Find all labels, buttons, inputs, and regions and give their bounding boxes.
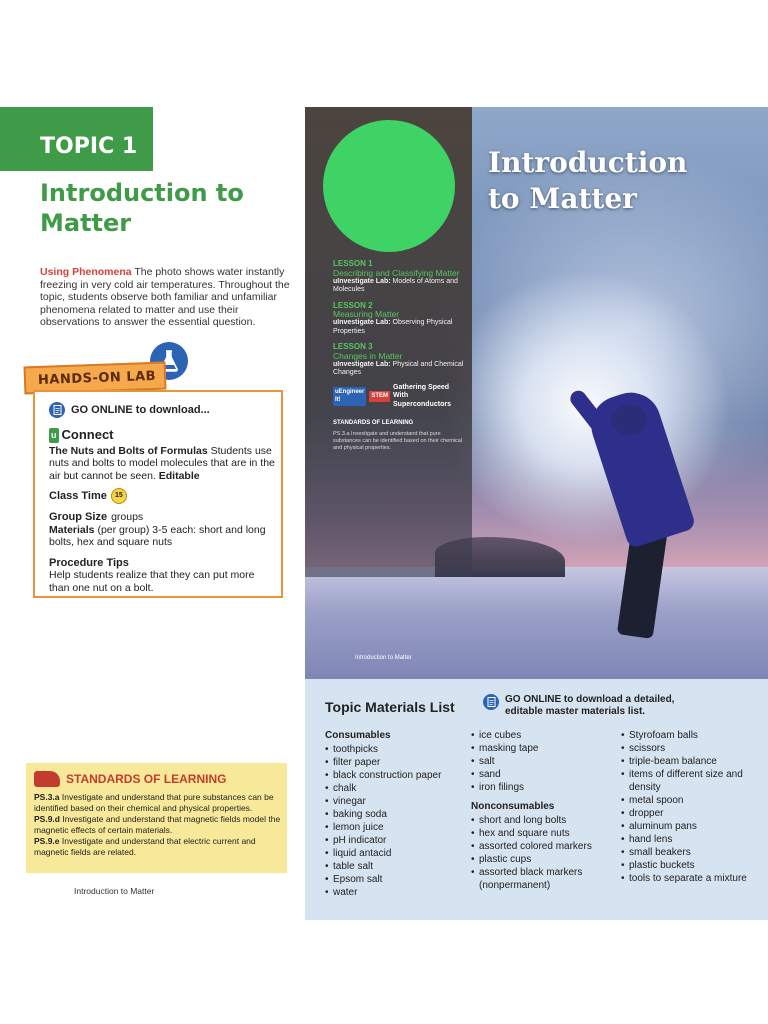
engineer-it-badge: uEngineer It! <box>333 387 366 406</box>
standard-code: PS.9.e <box>34 836 60 846</box>
class-time-row <box>49 488 277 504</box>
activity-description <box>49 445 277 483</box>
material-item: • chalk <box>325 782 470 795</box>
material-item: • hex and square nuts <box>471 827 616 840</box>
photo-standards-heading: STANDARDS OF LEARNING <box>333 420 414 426</box>
material-item: • short and long bolts <box>471 814 616 827</box>
lesson-lab <box>333 319 465 336</box>
intro-lead: Using Phenomena <box>40 266 132 278</box>
col2-list <box>471 729 616 794</box>
nonconsumables-label: Nonconsumables <box>471 801 555 812</box>
standard-code: PS.9.d <box>34 814 60 824</box>
editable-label: Editable <box>158 469 200 482</box>
hands-on-lab-box <box>33 390 283 598</box>
material-item: • salt <box>471 755 616 768</box>
material-item: • baking soda <box>325 808 470 821</box>
material-item: • plastic buckets <box>621 859 751 872</box>
material-item: • assorted black markers (nonpermanent) <box>471 866 616 892</box>
material-item: • liquid antacid <box>325 847 470 860</box>
uconnect-heading <box>49 428 277 443</box>
consumables-label: Consumables <box>325 730 391 741</box>
phenomenon-photo <box>305 107 768 679</box>
material-item: • iron filings <box>471 781 616 794</box>
go-online-link[interactable] <box>49 400 277 420</box>
material-item: • vinegar <box>325 795 470 808</box>
material-item: • water <box>325 886 470 899</box>
lesson-list <box>333 253 465 452</box>
nonconsumables-list <box>471 814 616 892</box>
hands-on-lab-tag: HANDS-ON LAB <box>24 362 167 395</box>
green-circle-graphic <box>323 120 455 252</box>
page-footer: Introduction to Matter <box>74 886 155 896</box>
lesson-number: LESSON 2 <box>333 300 373 310</box>
lesson-item <box>333 343 465 378</box>
col3-list <box>621 729 751 885</box>
engineer-it-row <box>333 384 465 410</box>
lesson-title: Describing and Classifying Matter <box>333 267 460 278</box>
class-time-label: Class Time <box>49 489 107 502</box>
standard-text: Investigate and understand that magnetic fields model the magnetic effects of certain materials. <box>34 814 281 835</box>
lesson-number: LESSON 3 <box>333 342 373 351</box>
lesson-lab <box>333 361 465 378</box>
materials-go-online-link[interactable] <box>483 694 674 718</box>
lesson-lab-text: Physical and Chemical Changes <box>333 360 464 376</box>
materials-online-line: GO ONLINE to download a detailed, <box>505 694 675 705</box>
photo-title <box>488 145 687 217</box>
material-item: • dropper <box>621 807 751 820</box>
material-item: • sand <box>471 768 616 781</box>
lesson-item <box>333 260 465 295</box>
standard-item <box>34 814 281 835</box>
material-item: • lemon juice <box>325 821 470 834</box>
stem-badge: STEM <box>369 391 390 402</box>
group-size-label: Group Size <box>49 511 108 523</box>
photo-title-line: to Matter <box>488 182 637 215</box>
lesson-lab <box>333 278 465 295</box>
activity-title: The Nuts and Bolts of Formulas <box>49 444 208 457</box>
lesson-number: LESSON 1 <box>333 259 373 268</box>
material-item: • filter paper <box>325 756 470 769</box>
intro-paragraph <box>40 266 290 329</box>
uconnect-badge: u <box>49 428 59 443</box>
standards-box <box>26 763 287 873</box>
standards-heading-text: STANDARDS OF LEARNING <box>66 772 227 786</box>
materials-value: (per group) 3-5 each: short and long bolts, hex and square nuts <box>49 523 266 548</box>
topic-banner <box>0 107 153 171</box>
material-item: • ice cubes <box>471 729 616 742</box>
material-item: • items of different size and density <box>621 768 751 794</box>
lesson-lab-label: uInvestigate Lab: <box>333 277 391 285</box>
download-icon <box>483 694 499 710</box>
go-online-label: GO ONLINE to download... <box>71 403 210 416</box>
engineer-it-text: Gathering Speed With Superconductors <box>393 383 451 408</box>
consumables-column <box>325 729 470 899</box>
standard-text: Investigate and understand that electric current and magnetic fields are related. <box>34 836 256 857</box>
materials-panel <box>305 679 768 920</box>
material-item: • assorted colored markers <box>471 840 616 853</box>
materials-row <box>49 524 277 549</box>
material-item: • scissors <box>621 742 751 755</box>
procedure-label: Procedure Tips <box>49 556 129 569</box>
class-time-badge: 15 <box>111 488 127 504</box>
standards-heading <box>34 771 281 787</box>
photo-title-line: Introduction <box>488 146 688 179</box>
group-size-value: groups <box>111 511 144 523</box>
material-item: • pH indicator <box>325 834 470 847</box>
material-item: • table salt <box>325 860 470 873</box>
material-item: • black construction paper <box>325 769 470 782</box>
lesson-lab-label: uInvestigate Lab: <box>333 360 391 368</box>
standard-code: PS.3.a <box>34 792 60 802</box>
frozen-lake <box>305 567 768 679</box>
lesson-title: Changes in Matter <box>333 350 403 361</box>
page-title: Introduction to Matter <box>40 179 244 237</box>
material-item: • small beakers <box>621 846 751 859</box>
photo-footer: Introduction to Matter <box>355 655 412 661</box>
material-item: • tools to separate a mixture <box>621 872 751 885</box>
materials-label: Materials <box>49 523 95 536</box>
col2-column <box>471 729 616 892</box>
topic-label: TOPIC 1 <box>40 134 138 159</box>
standard-item <box>34 836 281 857</box>
material-item: • metal spoon <box>621 794 751 807</box>
lesson-item <box>333 302 465 337</box>
material-item: • plastic cups <box>471 853 616 866</box>
material-item: • Epsom salt <box>325 873 470 886</box>
person-head <box>611 405 647 435</box>
intro-text: The photo shows water instantly freezing in very cold air temperatures. Throughout the topic, students observe both familiar and unfamiliar phenomena related to matter and use their observations to answer the essential question. <box>40 266 290 329</box>
download-icon <box>49 402 65 418</box>
materials-title: Topic Materials List <box>325 699 455 715</box>
material-item: • masking tape <box>471 742 616 755</box>
materials-online-line: editable master materials list. <box>505 706 646 717</box>
material-item: • aluminum pans <box>621 820 751 833</box>
procedure-text: Help students realize that they can put more than one nut on a bolt. <box>49 569 255 594</box>
material-item: • hand lens <box>621 833 751 846</box>
group-size-row <box>49 511 277 524</box>
col3-column <box>621 729 751 885</box>
consumables-list <box>325 743 470 899</box>
lesson-lab-text: Observing Physical Properties <box>333 319 453 335</box>
material-item: • toothpicks <box>325 743 470 756</box>
lesson-lab-text: Models of Atoms and Molecules <box>333 277 458 293</box>
activity-text: Students use nuts and bolts to model molecules that are in the air but cannot be seen. <box>49 444 275 482</box>
lesson-lab-label: uInvestigate Lab: <box>333 319 391 326</box>
photo-standards-text: PS.3.a Investigate and understand that pure substances can be identified based on their chemical and physical properties. <box>333 430 463 451</box>
virginia-state-icon <box>34 771 60 787</box>
lesson-title: Measuring Matter <box>333 309 400 319</box>
material-item: • triple-beam balance <box>621 755 751 768</box>
uconnect-label: Connect <box>61 427 114 442</box>
standard-text: Investigate and understand that pure substances can be identified based on their chemical and physical properties. <box>34 792 274 813</box>
material-item: • Styrofoam balls <box>621 729 751 742</box>
standard-item <box>34 792 281 813</box>
